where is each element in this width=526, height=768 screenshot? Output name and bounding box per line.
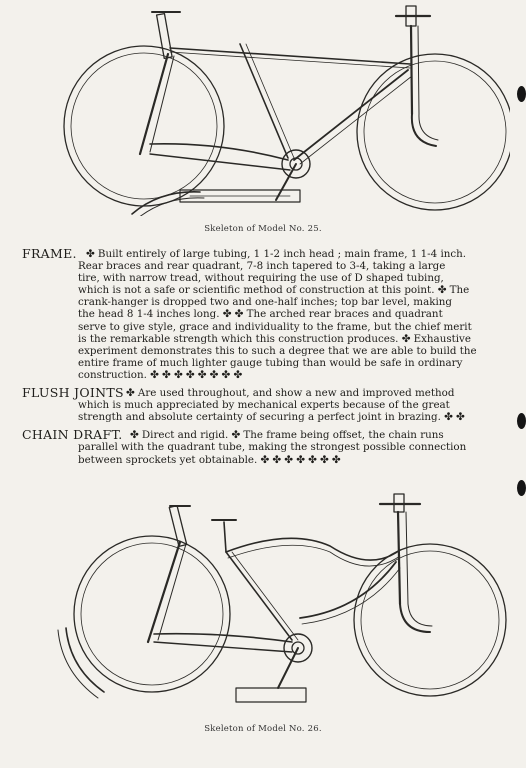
text-line: Rear braces and rear quadrant, 7-8 inch tapered to 3-4, taking a large: [78, 260, 446, 273]
text-line: parallel with the quadrant tube, making the strongest possible connection: [78, 441, 467, 454]
section-heading: FLUSH JOINTS: [22, 385, 124, 401]
text-line: experiment demonstrates this to such a degree that we are able to build the: [78, 344, 477, 357]
text-line: serve to give style, grace and individuality to the frame, but the chief merit: [78, 320, 472, 333]
text-line: ✤ Direct and rigid. ✤ The frame being offset, the chain runs: [130, 429, 444, 442]
section-heading: FRAME.: [22, 246, 77, 261]
figure-caption-bottom: Skeleton of Model No. 26.: [204, 724, 322, 734]
bicycle-skeleton-model-26-illustration: [40, 492, 510, 712]
text-line: ✤ Are used throughout, and show a new and improved method: [126, 387, 455, 400]
text-line: which is not a safe or scientific method of construction at this point. ✤ The: [78, 284, 470, 297]
section-flush-joints: [22, 387, 516, 423]
text-line: between sprockets yet obtainable. ✤ ✤ ✤ ✤ ✤ ✤ ✤: [78, 453, 341, 466]
text-line: is the remarkable strength which this construction produces. ✤ Exhaustive: [78, 332, 471, 345]
text-line: which is much appreciated by mechanical experts because of the great: [78, 399, 450, 412]
binder-hole: [517, 413, 526, 429]
binder-hole: [517, 86, 526, 102]
text-line: crank-hanger is dropped two and one-half inches; top bar level, making: [78, 296, 452, 309]
bicycle-skeleton-model-25-illustration: [40, 4, 510, 216]
section-chain-draft: [22, 429, 516, 465]
figure-caption-top: Skeleton of Model No. 25.: [204, 224, 322, 234]
section-frame: [22, 248, 516, 381]
specification-text: [22, 248, 516, 472]
text-line: strength and absolute certainty of securing a perfect joint in brazing. ✤ ✤: [78, 411, 465, 424]
text-line: construction. ✤ ✤ ✤ ✤ ✤ ✤ ✤ ✤: [78, 368, 243, 381]
section-heading: CHAIN DRAFT.: [22, 427, 123, 443]
text-line: tire, with narrow tread, without requiring the use of D shaped tubing,: [78, 272, 444, 285]
text-line: entire frame of much lighter gauge tubing than would be safe in ordinary: [78, 356, 463, 369]
text-line: the head 8 1-4 inches long. ✤ ✤ The arched rear braces and quadrant: [78, 308, 443, 321]
text-line: ✤ Built entirely of large tubing, 1 1-2 inch head ; main frame, 1 1-4 inch.: [86, 248, 467, 260]
binder-hole: [517, 480, 526, 496]
